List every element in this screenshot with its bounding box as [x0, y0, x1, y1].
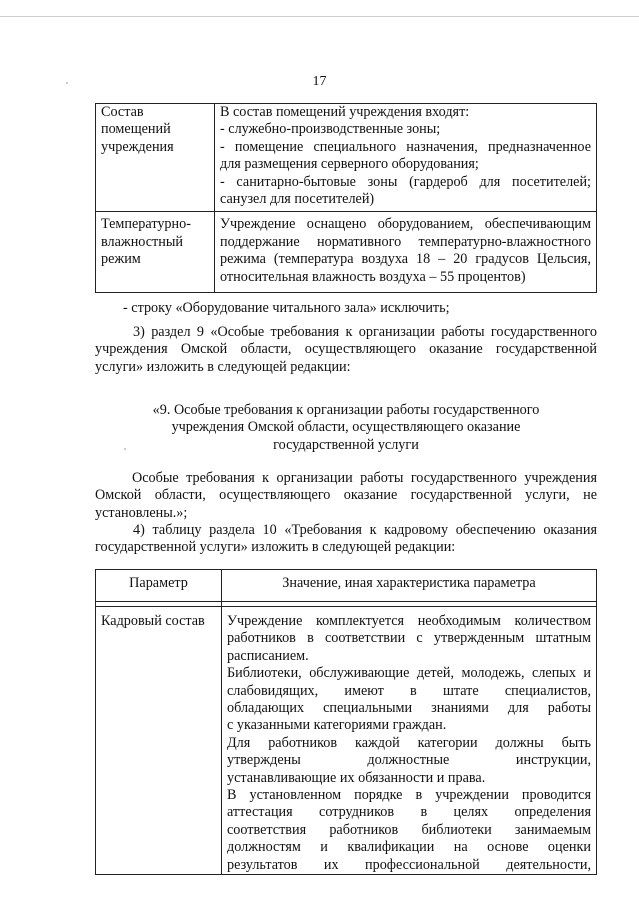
cell-line: В состав помещений учреждения входят:: [220, 104, 470, 120]
cell-line: режима (температура воздуха 18 – 20 градусов Цельсия,: [220, 251, 591, 268]
cell-line: учреждения: [101, 138, 174, 155]
cell-line: утверждены должностные инструкции,: [227, 752, 591, 769]
cell-line: Кадровый состав: [101, 613, 205, 629]
cell-line: расписанием.: [227, 647, 309, 664]
cell-line: В установленном порядке в учреждении проводится: [227, 787, 591, 804]
value-cell: [222, 607, 597, 875]
header-cell-parameter: Параметр: [96, 570, 222, 602]
value-cell: [215, 104, 597, 212]
table-row: [96, 607, 597, 875]
table-header-row: [96, 570, 597, 602]
text-line: 4) таблицу раздела 10 «Требования к кадровому обеспечению оказания: [133, 522, 597, 538]
text-line: Омской области, осуществляющего оказание государственной услуги, не: [95, 487, 597, 504]
cell-line: влажностный: [101, 233, 183, 250]
text-line: - строку «Оборудование читального зала» исключить;: [123, 300, 450, 316]
cell-line: Для работников каждой категории должны быть: [227, 734, 591, 751]
premises-table: [95, 103, 597, 293]
cell-line: - служебно-производственные зоны;: [220, 121, 441, 138]
cell-line: - помещение специального назначения, предназначенное: [220, 138, 591, 155]
cell-line: с указанными категориями граждан.: [227, 717, 447, 734]
cell-line: обладающих специальными знаниями для работы: [227, 700, 591, 717]
table-row: [96, 212, 597, 293]
staffing-table: [95, 569, 597, 875]
cell-line: Температурно-: [101, 216, 191, 233]
cell-line: Учреждение комплектуется необходимым количеством: [227, 613, 591, 629]
cell-line: для размещения серверного оборудования;: [220, 156, 479, 173]
parameter-cell: [96, 104, 215, 212]
cell-line: устанавливающие их обязанности и права.: [227, 769, 486, 786]
parameter-cell: [96, 212, 215, 293]
cell-line: режим: [101, 251, 141, 268]
scan-edge-line: [0, 16, 639, 17]
paragraph-section-9: [95, 324, 597, 376]
heading-line: государственной услуги: [273, 436, 419, 453]
text-line: услуги» изложить в следующей редакции:: [95, 358, 351, 375]
text-line: Особые требования к организации работы государственного учреждения: [132, 470, 597, 486]
paragraph-section-10: [95, 522, 597, 557]
cell-line: - санитарно-бытовые зоны (гардероб для посетителей;: [220, 173, 591, 190]
cell-line: поддержание нормативного температурно-влажностного: [220, 233, 591, 250]
parameter-cell: [96, 607, 222, 875]
heading-line: учреждения Омской области, осуществляющего оказание: [171, 419, 521, 436]
cell-line: Учреждение оснащено оборудованием, обеспечивающим: [220, 216, 591, 233]
cell-line: аттестация сотрудников в целях определения: [227, 804, 591, 821]
text-line: учреждения Омской области, осуществляющего оказание государственной: [95, 341, 597, 358]
cell-line: работников в соответствии с утвержденным штатным: [227, 630, 591, 647]
cell-line: санузел для посетителей): [220, 191, 375, 208]
text-line: 3) раздел 9 «Особые требования к организации работы государственного: [133, 324, 597, 340]
value-cell: [215, 212, 597, 293]
cell-line: должностям и квалификации на основе оценки: [227, 839, 591, 856]
paragraph-exclude-line: [95, 300, 597, 317]
text-line: государственной услуги» изложить в следующей редакции:: [95, 539, 456, 556]
cell-line: Библиотеки, обслуживающие детей, молодежь, слепых и: [227, 665, 591, 682]
heading-line: «9. Особые требования к организации работы государственного: [152, 402, 540, 418]
cell-line: относительная влажность воздуха – 55 процентов): [220, 268, 526, 285]
page-number: 17: [312, 74, 327, 89]
cell-line: результатов их профессиональной деятельности,: [227, 856, 591, 873]
paragraph-special-requirements: [95, 470, 597, 522]
cell-line: Состав: [101, 104, 144, 120]
header-cell-value: Значение, иная характеристика параметра: [222, 570, 597, 602]
cell-line: помещений: [101, 121, 171, 138]
cell-line: слабовидящих, имеют в штате специалистов,: [227, 682, 591, 699]
table-row: [96, 104, 597, 212]
text-line: установлены.»;: [95, 504, 188, 521]
section-9-heading: [95, 402, 597, 454]
cell-line: соответствия работников библиотеки занимаемым: [227, 821, 591, 838]
